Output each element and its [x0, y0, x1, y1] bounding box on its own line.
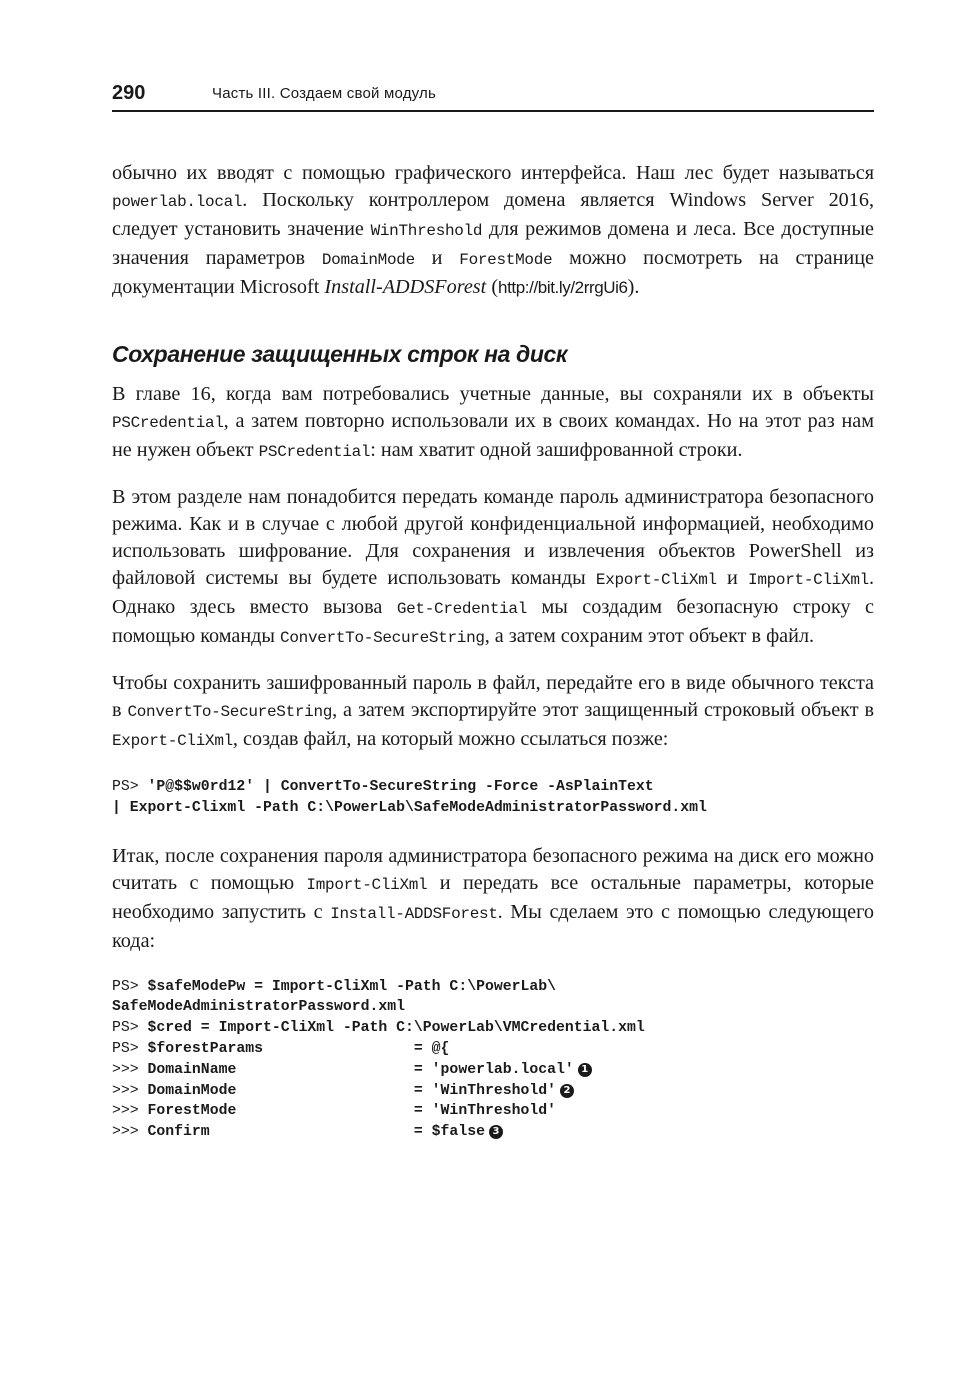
- paragraph-4: Чтобы сохранить зашифрованный пароль в файл, передайте его в виде обычного текста в ConvertTo-SecureString, а затем экспортируйте этот защищенный строковый объект в Export-CliXml, создав файл, на который можно ссылаться позже:: [112, 672, 874, 750]
- code-command: | Export-Clixml -Path C:\PowerLab\SafeModeAdministratorPassword.xml: [112, 799, 707, 816]
- inline-code: Import-CliXml: [748, 571, 869, 589]
- inline-code: DomainMode: [321, 251, 415, 269]
- running-head: Часть III. Создаем свой модуль: [212, 85, 437, 102]
- page-body: [112, 160, 874, 1167]
- inline-code: ForestMode: [459, 251, 553, 269]
- code-prompt: >>>: [112, 1082, 148, 1099]
- section-heading: Сохранение защищенных строк на диск: [112, 341, 568, 367]
- code-prompt: PS>: [112, 1040, 148, 1057]
- code-command: Confirm = $false: [147, 1124, 485, 1141]
- paragraph-1: обычно их вводят с помощью графического интерфейса. Наш лес будет называться powerlab.local. Поскольку контроллером домена является Windows Server 2016, следует установить значение WinThreshold для режимов домена и леса. Все доступные значения параметров DomainMode и ForestMode можно посмотреть на странице документации Microsoft Install-ADDSForest (http://bit.ly/2rrgUi6).: [112, 162, 875, 298]
- inline-code: Get-Credential: [396, 600, 528, 618]
- page-number: 290: [112, 82, 146, 104]
- page-header: [112, 80, 874, 112]
- code-line: [112, 1060, 874, 1081]
- code-line: [112, 1039, 874, 1060]
- doc-title: Install-ADDSForest: [324, 276, 487, 298]
- code-command: $forestParams = @{: [147, 1040, 450, 1057]
- paragraph-5: Итак, после сохранения пароля администратора безопасного режима на диск его можно считать с помощью Import-CliXml и передать все остальные параметры, которые необходимо запустить с Install-ADDSForest. Мы сделаем это с помощью следующего кода:: [112, 844, 874, 952]
- code-command: SafeModeAdministratorPassword.xml: [112, 999, 406, 1016]
- inline-code: Install-ADDSForest: [330, 904, 498, 923]
- inline-code: powerlab.local: [112, 193, 243, 211]
- code-line: [112, 1081, 874, 1102]
- code-command: ForestMode = 'WinThreshold': [147, 1103, 556, 1120]
- code-line: [112, 798, 874, 819]
- inline-code: Export-CliXml: [112, 732, 233, 750]
- code-command: 'P@$$w0rd12' | ConvertTo-SecureString -Force -AsPlainText: [147, 779, 654, 795]
- code-line: [112, 977, 874, 998]
- inline-code: PSCredential: [258, 443, 371, 461]
- code-prompt: >>>: [112, 1103, 148, 1120]
- paragraph-3: В этом разделе нам понадобится передать команде пароль администратора безопасного режима. Как и в случае с любой другой конфиденциальной информацией, необходимо использовать шифрование. Для сохранения и извлечения объектов PowerShell из файловой системы вы будете использовать команды Export-CliXml и Import-CliXml. Однако здесь вместо вызова Get-Credential мы создадим безопасную строку с помощью команды ConvertTo-SecureString, а затем сохраним этот объект в файл.: [112, 486, 874, 647]
- inline-code: PSCredential: [112, 414, 224, 432]
- code-prompt: >>>: [112, 1124, 148, 1141]
- inline-code: Import-CliXml: [306, 875, 428, 894]
- code-line: [112, 777, 874, 798]
- inline-code: ConvertTo-SecureString: [127, 703, 333, 721]
- inline-code: WinThreshold: [370, 222, 483, 240]
- inline-code: ConvertTo-SecureString: [280, 629, 485, 647]
- paragraph-2: В главе 16, когда вам потребовались учетные данные, вы сохраняли их в объекты PSCredential, а затем повторно использовали их в своих командах. Но на этот раз нам не нужен объект PSCredential: нам хватит одной зашифрованной строки.: [112, 383, 874, 461]
- code-prompt: PS>: [112, 779, 148, 795]
- code-command: $safeModePw = Import-CliXml -Path C:\PowerLab\: [147, 978, 556, 995]
- code-command: DomainName = 'powerlab.local': [147, 1061, 574, 1078]
- code-line: [112, 1018, 874, 1039]
- code-line: [112, 1122, 874, 1143]
- code-listing-2: [112, 977, 874, 1143]
- callout-marker: 2: [560, 1084, 574, 1098]
- code-prompt: PS>: [112, 978, 148, 995]
- code-line: [112, 1101, 874, 1122]
- code-command: $cred = Import-CliXml -Path C:\PowerLab\VMCredential.xml: [147, 1020, 645, 1037]
- callout-marker: 3: [489, 1125, 503, 1139]
- code-prompt: PS>: [112, 1020, 148, 1037]
- code-command: DomainMode = 'WinThreshold': [147, 1082, 556, 1099]
- code-line: [112, 997, 874, 1018]
- code-listing-1: [112, 777, 874, 819]
- doc-link[interactable]: http://bit.ly/2rrgUi6: [498, 278, 628, 297]
- callout-marker: 1: [578, 1063, 592, 1077]
- code-prompt: >>>: [112, 1061, 148, 1078]
- inline-code: Export-CliXml: [595, 571, 717, 589]
